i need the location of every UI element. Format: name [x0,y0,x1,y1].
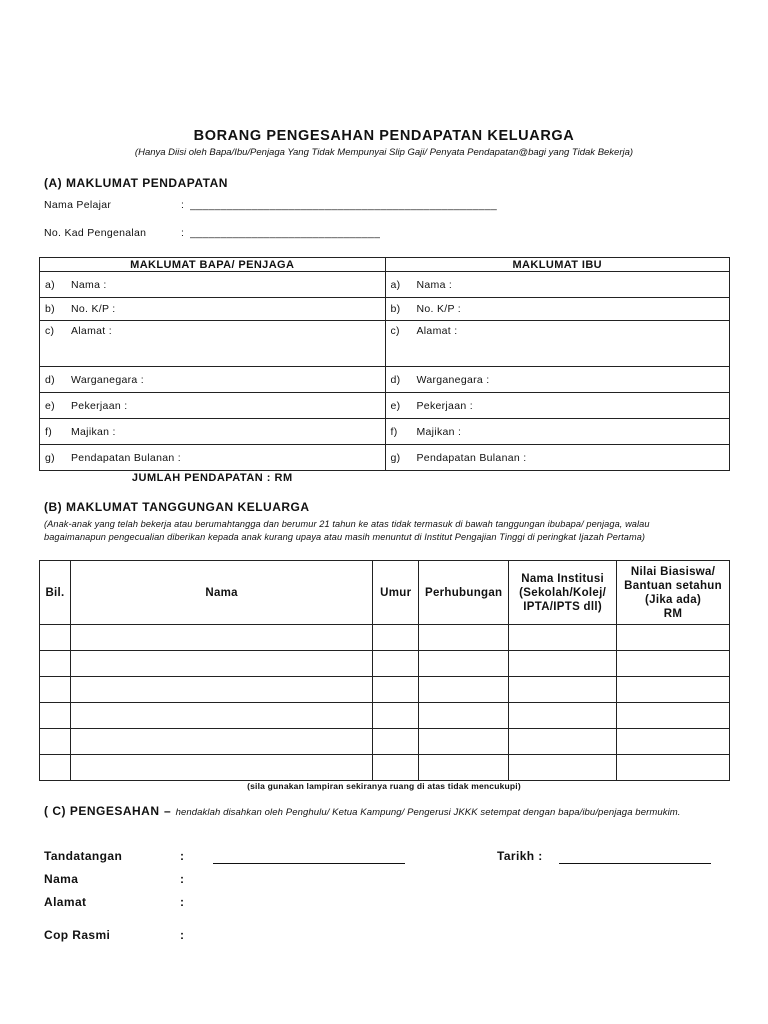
section-b-note-1: (Anak-anak yang telah bekerja atau berumahtangga dan berumur 21 tahun ke atas tidak termasuk di bawah tanggungan ibubapa/ penjaga, walau [44,519,650,529]
section-c-dash: – [163,804,172,818]
tandatangan-label: Tandatangan [44,849,123,863]
bapa-nama-cell[interactable]: a) Nama : [40,272,386,298]
form-title: BORANG PENGESAHAN PENDAPATAN KELUARGA [193,128,575,144]
col-nama: Nama [70,561,372,625]
alamat-colon: : [180,895,185,909]
jumlah-pendapatan: JUMLAH PENDAPATAN : RM [131,471,293,484]
tarikh-label: Tarikh : [497,849,543,863]
table-row[interactable] [40,651,730,677]
bapa-majikan-cell[interactable]: f) Majikan : [40,419,386,445]
no-kp-colon: : [181,227,185,239]
table-row[interactable] [40,625,730,651]
tarikh-field[interactable] [559,853,711,864]
nama-label: Nama [44,872,79,886]
parent-info-table [39,257,730,485]
section-c-note: hendaklah disahkan oleh Penghulu/ Ketua Kampung/ Pengerusi JKKK setempat dengan bapa/ibu/penjaga bermukim. [175,807,681,818]
ibu-pendapatan-cell[interactable]: g) Pendapatan Bulanan : [385,445,730,471]
cop-rasmi-colon: : [180,928,185,942]
jumlah-pendapatan-blank [385,471,730,485]
nama-colon: : [180,872,185,886]
table-row[interactable] [40,677,730,703]
ibu-nama-cell[interactable]: a) Nama : [385,272,730,298]
nama-pelajar-label: Nama Pelajar [44,199,112,211]
col-institusi: Nama Institusi (Sekolah/Kolej/ IPTA/IPTS dll) [509,561,617,625]
form-subtitle: (Hanya Diisi oleh Bapa/Ibu/Penjaga Yang Tidak Mempunyai Slip Gaji/ Penyata Pendapatan@bagi yang Tidak Bekerja) [134,147,634,158]
tandatangan-field[interactable] [213,853,405,864]
table-row[interactable] [40,755,730,781]
col-umur: Umur [373,561,419,625]
ibu-warganegara-cell[interactable]: d) Warganegara : [385,367,730,393]
nama-pelajar-field[interactable]: __________________________________________________ [190,199,497,211]
section-b-note-2: bagaimanapun pengecualian diberikan kepada anak kurang upaya atau masih menuntut di Institut Pengajian Tinggi di peringkat Ijazah Pertama) [44,532,646,542]
tandatangan-colon: : [180,849,185,863]
bapa-warganegara-cell[interactable]: d) Warganegara : [40,367,386,393]
ibu-alamat-cell[interactable]: c) Alamat : [385,321,730,367]
table-b-note: (sila gunakan lampiran sekiranya ruang di atas tidak mencukupi) [247,781,521,791]
ibu-nokp-cell[interactable]: b) No. K/P : [385,298,730,321]
table-row[interactable] [40,729,730,755]
col-biasiswa: Nilai Biasiswa/ Bantuan setahun (Jika ada) RM [617,561,730,625]
bapa-pekerjaan-cell[interactable]: e) Pekerjaan : [40,393,386,419]
table-row[interactable] [40,703,730,729]
ibu-majikan-cell[interactable]: f) Majikan : [385,419,730,445]
no-kp-label: No. Kad Pengenalan [44,227,147,239]
bapa-header: MAKLUMAT BAPA/ PENJAGA [40,258,386,272]
ibu-pekerjaan-cell[interactable]: e) Pekerjaan : [385,393,730,419]
section-b-heading: (B) MAKLUMAT TANGGUNGAN KELUARGA [44,500,310,514]
nama-pelajar-colon: : [181,199,185,211]
bapa-pendapatan-cell[interactable]: g) Pendapatan Bulanan : [40,445,386,471]
alamat-label: Alamat [44,895,87,909]
no-kp-field[interactable]: _______________________________ [190,227,380,239]
cop-rasmi-label: Cop Rasmi [44,928,111,942]
section-c-heading: ( C) PENGESAHAN [44,804,160,818]
col-perhubungan: Perhubungan [419,561,509,625]
section-c-line [44,802,681,820]
dependents-table [39,560,730,781]
col-bil: Bil. [40,561,71,625]
section-a-heading: (A) MAKLUMAT PENDAPATAN [44,176,228,190]
bapa-alamat-cell[interactable]: c) Alamat : [40,321,386,367]
ibu-header: MAKLUMAT IBU [385,258,730,272]
bapa-nokp-cell[interactable]: b) No. K/P : [40,298,386,321]
